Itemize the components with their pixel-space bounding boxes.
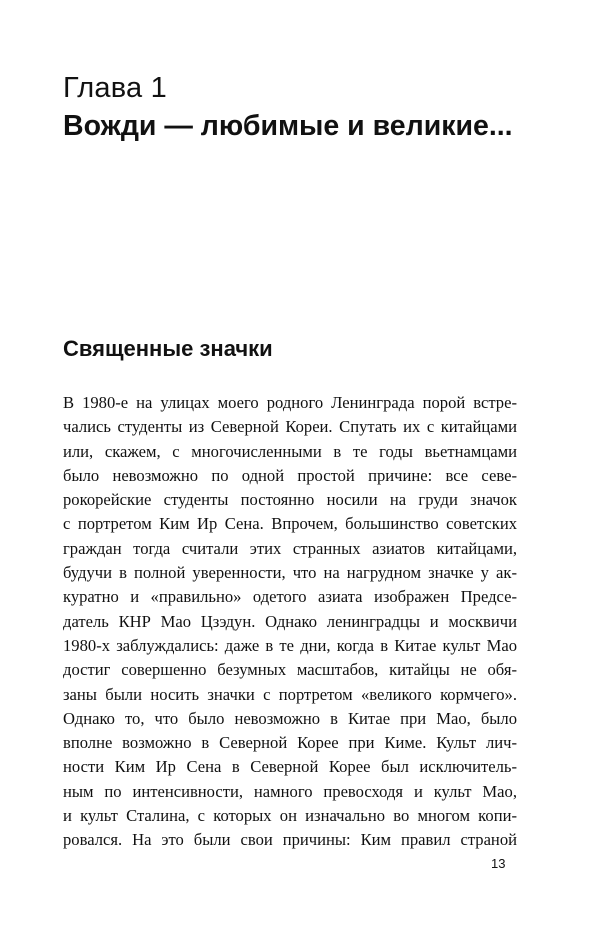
text-line: вполне возможно в Северной Корее при Киме. Культ лич- xyxy=(63,733,517,753)
text-line: будучи в полной уверенности, что на нагрудном значке у ак- xyxy=(63,563,517,583)
text-line: и культ Сталина, с которых он изначально во многом копи- xyxy=(63,806,517,826)
page-number: 13 xyxy=(491,856,506,871)
text-line: чались студенты из Северной Кореи. Спутать их с китайцами xyxy=(63,417,517,437)
text-line: Однако то, что было невозможно в Китае при Мао, было xyxy=(63,708,517,728)
chapter-label: Глава 1 xyxy=(63,72,167,104)
text-line: датель КНР Мао Цзэдун. Однако ленинградцы и москвичи xyxy=(63,611,517,631)
text-line: или, скажем, с многочисленными в те годы вьетнамцами xyxy=(63,441,517,461)
body-text xyxy=(63,391,517,853)
text-line: куратно и «правильно» одетого азиата изображен Предсе- xyxy=(63,587,517,607)
text-line: 1980-х заблуждались: даже в те дни, когда в Китае культ Мао xyxy=(63,635,517,655)
text-line: рокорейские студенты постоянно носили на груди значок xyxy=(63,490,517,510)
text-line: было невозможно по одной простой причине: все севе- xyxy=(63,465,517,485)
text-line: ным по интенсивности, намного превосходя и культ Мао, xyxy=(63,781,517,801)
text-line: заны были носить значки с портретом «великого кормчего». xyxy=(63,684,517,704)
text-line: В 1980-е на улицах моего родного Ленинграда порой встре- xyxy=(63,393,517,412)
section-title: Священные значки xyxy=(63,336,273,361)
text-line: достиг совершенно безумных масштабов, китайцы не обя- xyxy=(63,660,517,680)
chapter-title: Вожди — любимые и великие... xyxy=(63,110,513,142)
text-line: с портретом Ким Ир Сена. Впрочем, большинство советских xyxy=(63,514,517,534)
text-line: граждан тогда считали этих странных азиатов китайцами, xyxy=(63,538,517,558)
text-line: ности Ким Ир Сена в Северной Корее был исключитель- xyxy=(63,757,517,777)
text-line: ровался. На это были свои причины: Ким правил страной xyxy=(63,830,517,850)
